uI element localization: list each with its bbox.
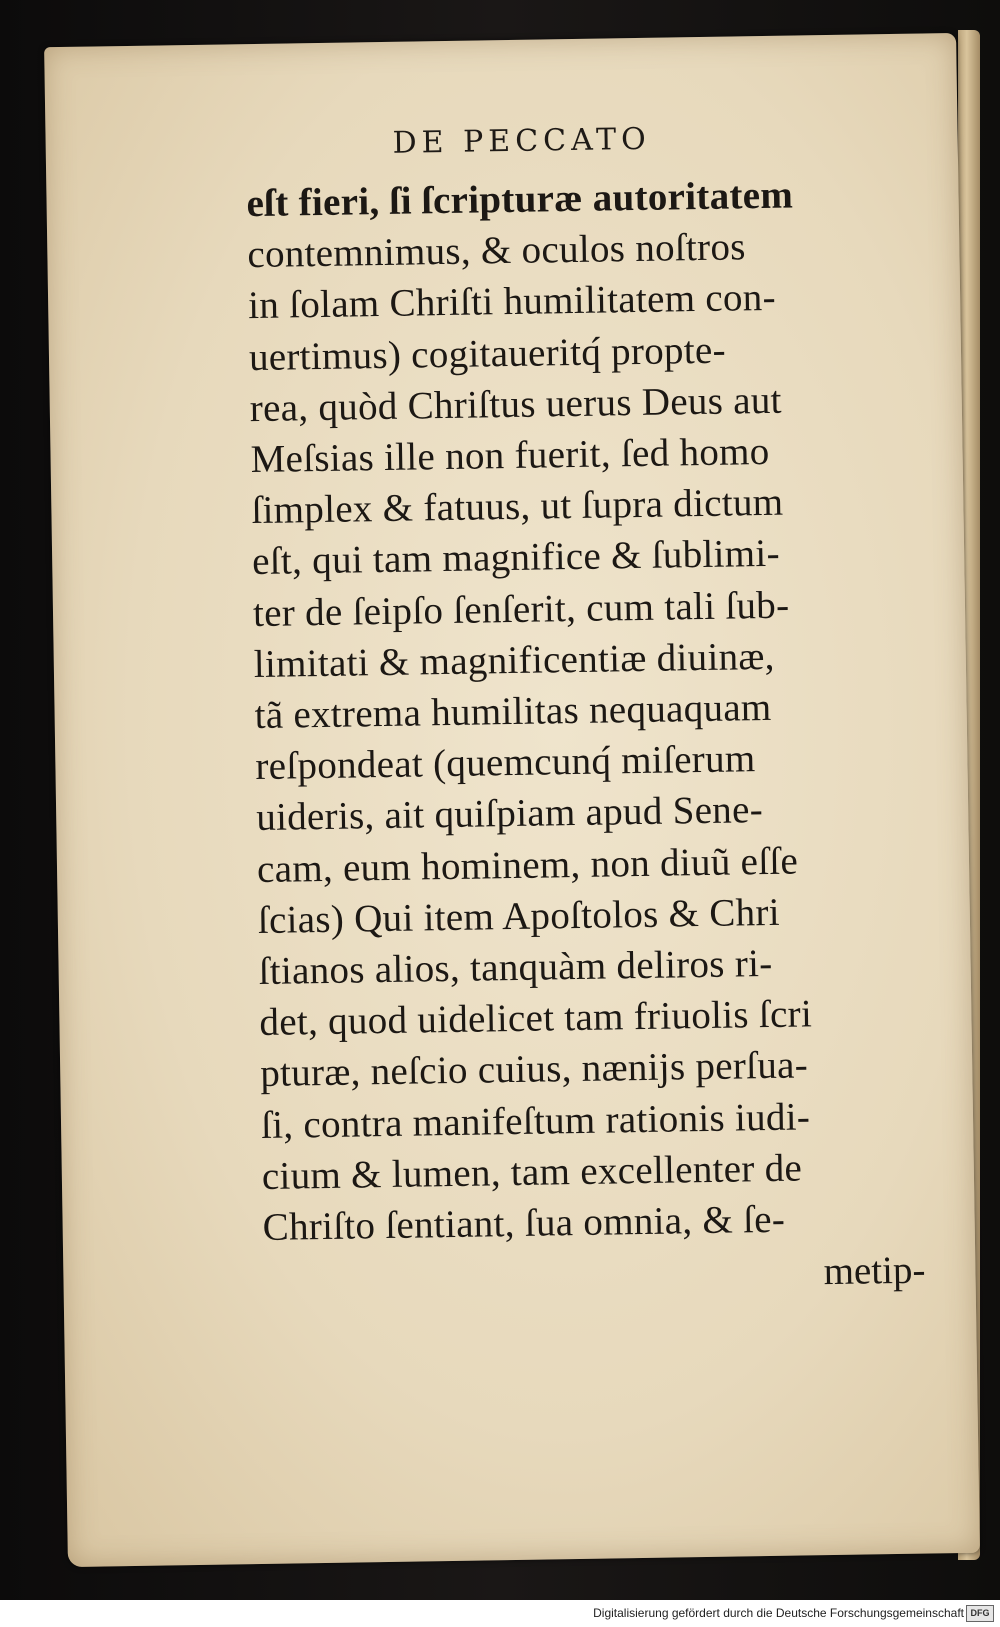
- text-line: cam, eum hominem, non diuũ eſſe: [256, 839, 799, 891]
- text-line: ſimplex & fatuus, ut ſupra dictum: [251, 480, 784, 533]
- text-line: uertimus) cogitaueritq́ propte-: [248, 328, 727, 379]
- text-block: [246, 168, 923, 1253]
- funding-notice: Digitalisierung gefördert durch die Deutsche Forschungsgemeinschaft: [593, 1606, 964, 1620]
- text-line: pturæ, neſcio cuius, næniјs perſua-: [259, 1043, 809, 1096]
- text-line: in ſolam Chriſti humilitatem con-: [247, 276, 777, 328]
- text-line: limitati & magnificentiæ diuinæ,: [253, 634, 776, 686]
- text-line: Chriſto ſentiant, ſua omnia, & ſe-: [262, 1197, 786, 1250]
- text-line: tã extrema humilitas nequaquam: [254, 685, 772, 738]
- book-page: [44, 33, 980, 1567]
- text-line: reſpondeat (quemcunq́ miſerum: [255, 737, 756, 789]
- text-line: rea, quòd Chriſtus uerus Deus aut: [249, 378, 783, 430]
- text-line: eſt fieri, ſi ſcripturæ autoritatem: [246, 173, 794, 226]
- text-line: det, quod uidelicet tam friuolis ſcri: [259, 992, 813, 1045]
- footer-bar: [0, 1600, 1000, 1627]
- text-line: Meſsias ille non fuerit, ſed homo: [250, 429, 770, 482]
- catchword: metip-: [823, 1248, 926, 1294]
- text-line: contemnimus, & oculos noſtros: [247, 225, 747, 277]
- running-head: DE PECCATO: [392, 121, 651, 161]
- text-line: ter de ſeipſo ſenſerit, cum tali ſub-: [252, 583, 790, 635]
- text-line: uideris, ait quiſpiam apud Sene-: [255, 788, 764, 840]
- dfg-logo-icon: DFG: [966, 1605, 994, 1622]
- text-line: eſt, qui tam magnifice & ſublimi-: [251, 532, 781, 584]
- text-line: ſtianos alios, tanquàm deliros ri-: [258, 941, 773, 994]
- text-line: ſcias) Qui item Apoſtolos & Chri: [257, 890, 781, 942]
- text-line: cium & lumen, tam excellenter de: [261, 1146, 803, 1198]
- text-line: ſi, contra manifeſtum rationis iudi-: [260, 1095, 811, 1147]
